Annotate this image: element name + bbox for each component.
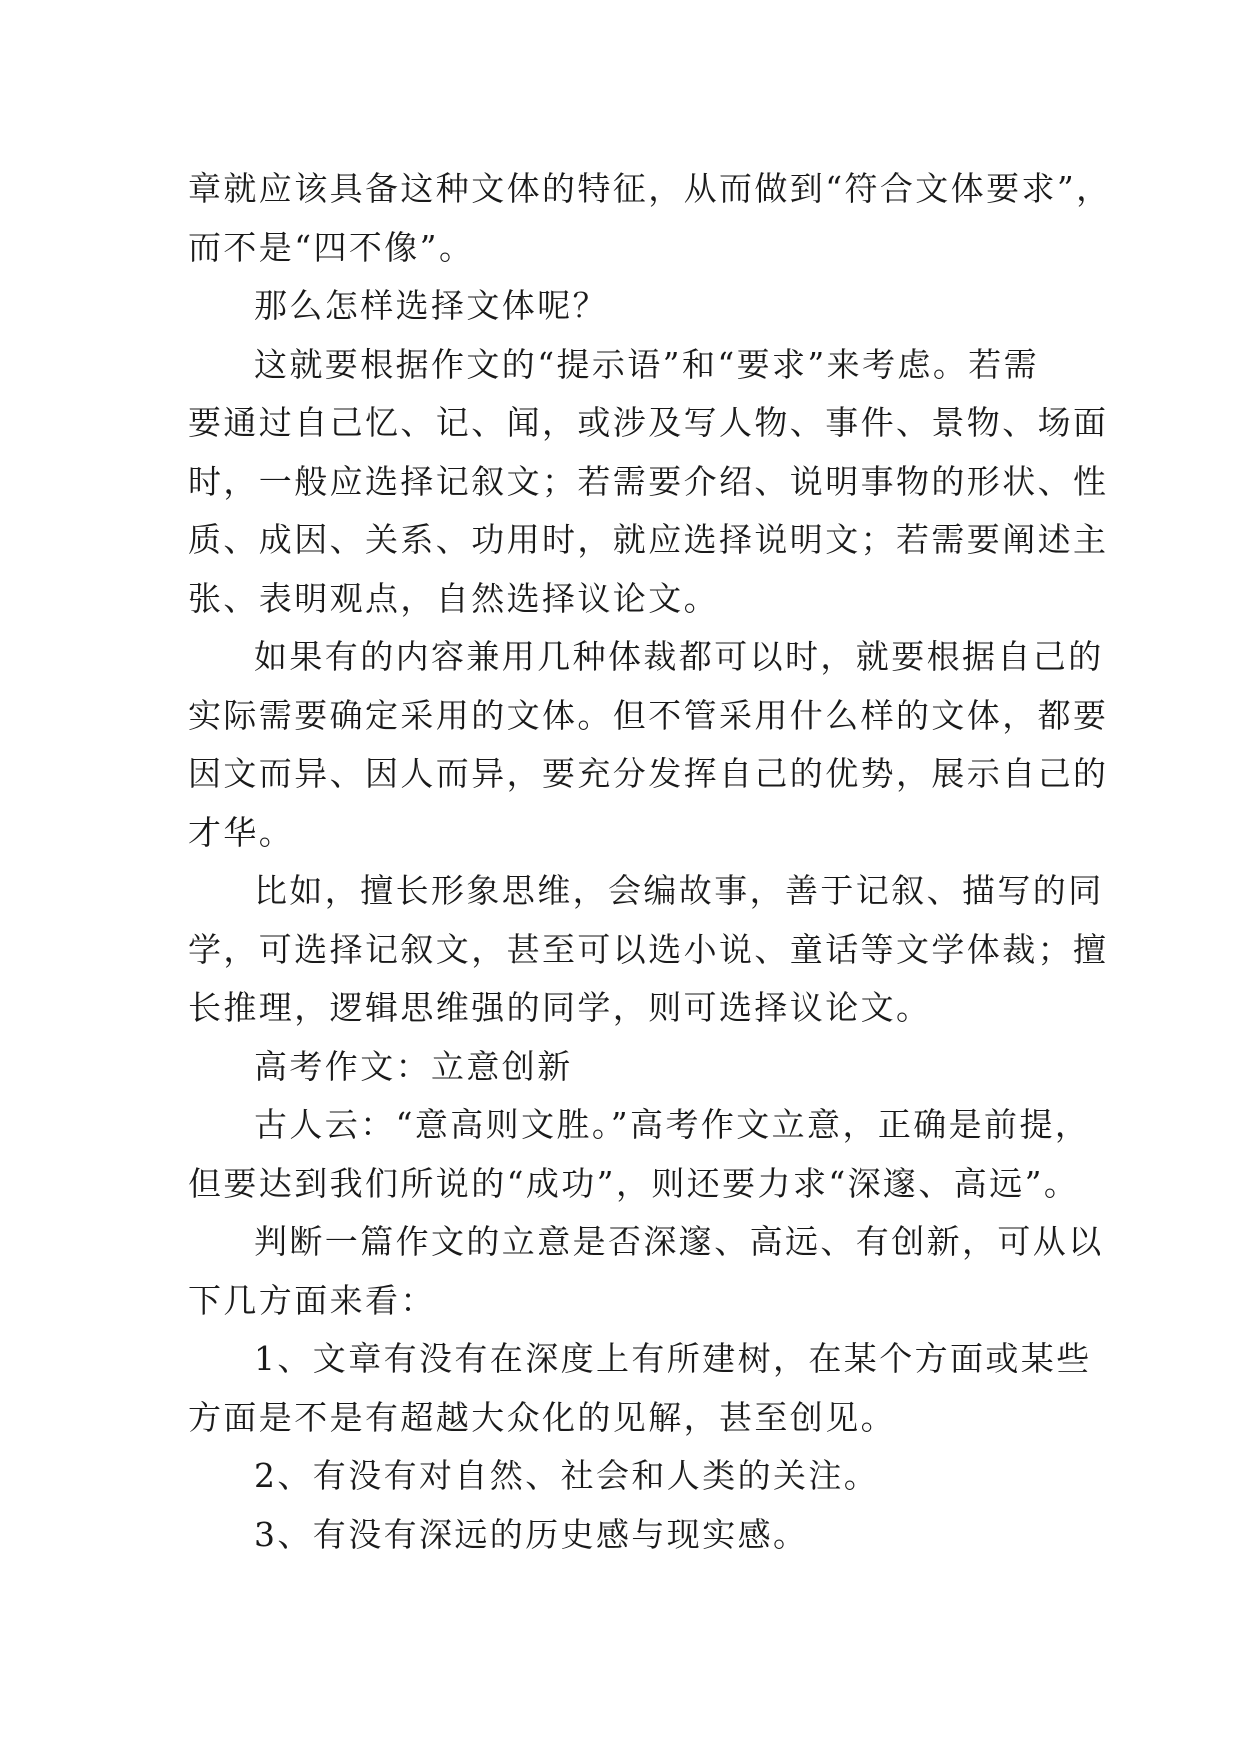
text-line: 因文而异、因人而异，要充分发挥自己的优势，展示自己的 (188, 754, 1109, 793)
list-item-3 (188, 1506, 1078, 1565)
text-line: 质、成因、关系、功用时，就应选择说明文；若需要阐述主 (188, 520, 1109, 559)
text-line: 长推理，逻辑思维强的同学，则可选择议论文。 (188, 988, 932, 1027)
paragraph-4 (188, 628, 1109, 862)
text-line: 学，可选择记叙文，甚至可以选小说、童话等文学体裁；擅 (188, 929, 1109, 969)
text-line: 章就应该具备这种文体的特征，从而做到“符合文体要求”， (188, 169, 1112, 208)
text-line: 那么怎样选择文体呢？ (254, 286, 608, 325)
text-line: 1、文章有没有在深度上有所建树，在某个方面或某些 (254, 1339, 1092, 1378)
text-line: 2、有没有对自然、社会和人类的关注。 (254, 1456, 880, 1495)
text-line: 实际需要确定采用的文体。但不管采用什么样的文体，都要 (188, 695, 1109, 735)
paragraph-2 (188, 277, 1078, 336)
text-line: 张、表明观点，自然选择议论文。 (188, 578, 719, 618)
text-line: 才华。 (188, 812, 295, 852)
section-heading (188, 1038, 1078, 1097)
text-line: 方面是不是有超越大众化的见解，甚至创见。 (188, 1397, 896, 1437)
paragraph-7 (188, 1096, 1091, 1213)
text-line: 3、有没有深远的历史感与现实感。 (254, 1514, 809, 1554)
paragraph-5 (188, 862, 1109, 1038)
text-line: 古人云：“意高则文胜。”高考作文立意，正确是前提， (254, 1105, 1091, 1144)
text-line: 时，一般应选择记叙文；若需要介绍、说明事物的形状、性 (188, 461, 1109, 501)
list-item-1 (188, 1330, 1092, 1447)
paragraph-8 (188, 1213, 1104, 1330)
document-body (188, 160, 1112, 1564)
text-line: 这就要根据作文的“提示语”和“要求”来考虑。若需 (254, 344, 1040, 384)
paragraph-1 (188, 160, 1112, 277)
list-item-2 (188, 1447, 1078, 1506)
text-line: 如果有的内容兼用几种体裁都可以时，就要根据自己的 (254, 637, 1104, 676)
text-line: 判断一篇作文的立意是否深邃、高远、有创新，可从以 (254, 1222, 1104, 1261)
text-line: 要通过自己忆、记、闻，或涉及写人物、事件、景物、场面 (188, 403, 1109, 442)
text-line: 但要达到我们所说的“成功”，则还要力求“深邃、高远”。 (188, 1163, 1080, 1203)
text-line: 而不是“四不像”。 (188, 227, 475, 267)
heading-line: 高考作文：立意创新 (254, 1046, 573, 1086)
text-line: 比如，擅长形象思维，会编故事，善于记叙、描写的同 (254, 871, 1104, 910)
text-line: 下几方面来看： (188, 1280, 436, 1320)
paragraph-3 (188, 336, 1109, 629)
